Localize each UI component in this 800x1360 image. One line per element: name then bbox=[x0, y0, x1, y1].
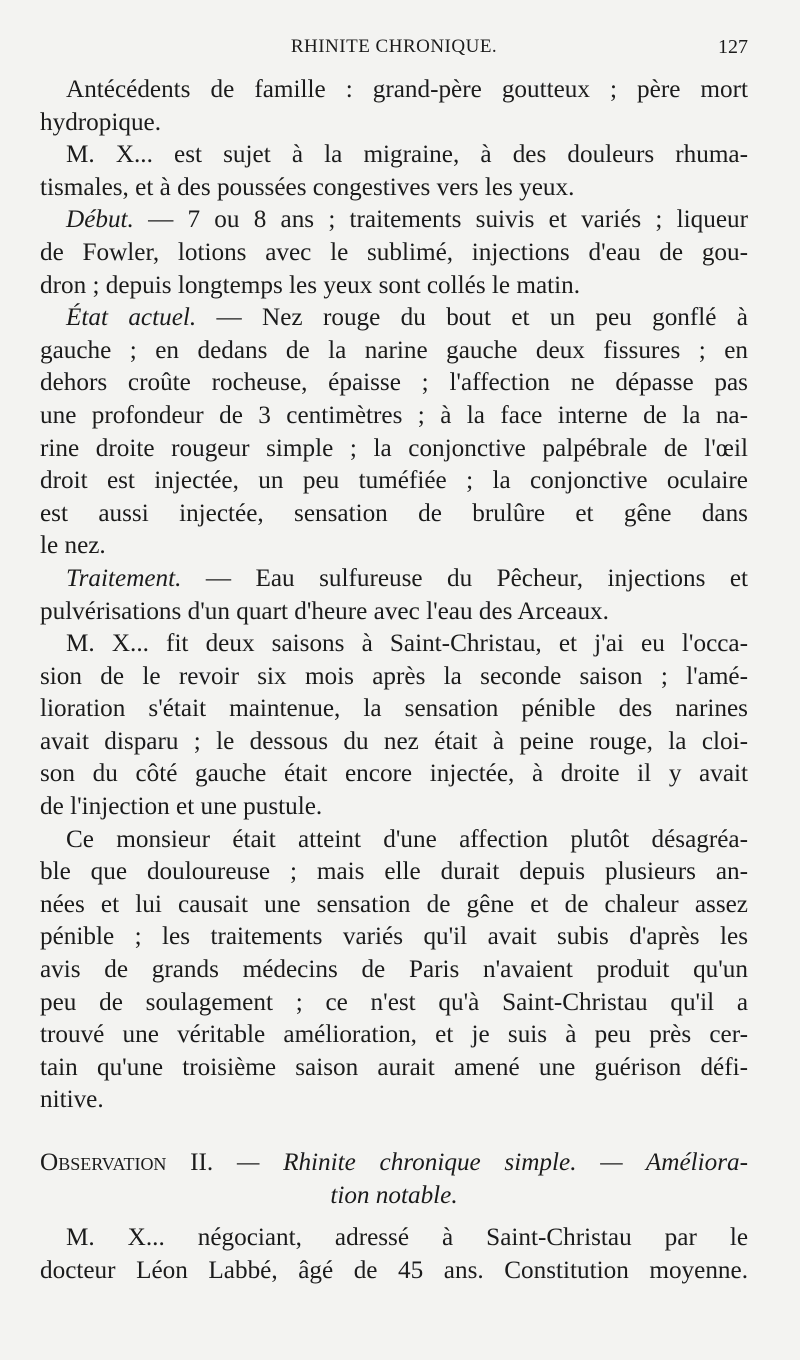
section-label-debut: Début. bbox=[66, 206, 134, 234]
text-line: M. X... négociant, adressé à Saint-Christau par le bbox=[66, 1224, 748, 1252]
body-text bbox=[40, 74, 748, 1287]
text-line: tain qu'une troisième saison aurait amené une guérison défi- bbox=[40, 1053, 748, 1081]
text-line: le nez. bbox=[40, 532, 106, 560]
running-title: RHINITE CHRONIQUE. bbox=[290, 36, 498, 57]
text-line: gauche ; en dedans de la narine gauche deux fissures ; en bbox=[40, 336, 748, 364]
section-label-etat-actuel: État actuel. bbox=[66, 304, 197, 332]
text-line: M. X... fit deux saisons à Saint-Christau, et j'ai eu l'occa- bbox=[66, 630, 748, 658]
text-line: — 7 ou 8 ans ; traitements suivis et variés ; liqueur bbox=[133, 206, 748, 234]
paragraph-current-state bbox=[40, 302, 748, 563]
observation-title: — Rhinite chronique simple. — Améliora- bbox=[213, 1149, 748, 1176]
text-line: ble que douloureuse ; mais elle durait depuis plusieurs an- bbox=[40, 858, 748, 886]
text-line: peu de soulagement ; ce n'est qu'à Saint-Christau qu'il a bbox=[40, 988, 748, 1016]
section-spacer bbox=[40, 1212, 748, 1222]
page-number: 127 bbox=[718, 36, 748, 58]
text-line: dron ; depuis longtemps les yeux sont collés le matin. bbox=[40, 271, 581, 299]
text-line: Ce monsieur était atteint d'une affection plutôt désagréa- bbox=[66, 825, 748, 853]
text-line: avis de grands médecins de Paris n'avaient produit qu'un bbox=[40, 956, 748, 984]
text-line: tismales, et à des poussées congestives vers les yeux. bbox=[40, 173, 575, 201]
section-spacer bbox=[40, 1117, 748, 1147]
text-line: rine droite rougeur simple ; la conjonctive palpébrale de l'œil bbox=[40, 434, 748, 462]
text-line: une profondeur de 3 centimètres ; à la face interne de la na- bbox=[40, 401, 748, 429]
text-line: docteur Léon Labbé, âgé de 45 ans. Constitution moyenne. bbox=[40, 1256, 748, 1284]
text-line: pénible ; les traitements variés qu'il avait subis d'après les bbox=[40, 923, 748, 951]
text-line: pulvérisations d'un quart d'heure avec l'eau des Arceaux. bbox=[40, 597, 609, 625]
text-line: lioration s'était maintenue, la sensation pénible des narines bbox=[40, 695, 748, 723]
text-line: Antécédents de famille : grand-père goutteux ; père mort bbox=[66, 76, 748, 103]
paragraph-family-history bbox=[40, 74, 748, 139]
paragraph-patient-intro bbox=[40, 1222, 748, 1287]
text-line: dehors croûte rocheuse, épaisse ; l'affection ne dépasse pas bbox=[40, 369, 748, 397]
text-line: est aussi injectée, sensation de brulûre et gêne dans bbox=[40, 499, 748, 527]
observation-label: Observation II. bbox=[40, 1149, 214, 1176]
section-label-traitement: Traitement. bbox=[66, 564, 182, 592]
text-line: de l'injection et une pustule. bbox=[40, 793, 323, 821]
text-line: nitive. bbox=[40, 1086, 104, 1114]
text-line: M. X... est sujet à la migraine, à des douleurs rhuma- bbox=[66, 141, 748, 169]
paragraph-symptoms bbox=[40, 139, 748, 204]
observation-heading bbox=[40, 1147, 748, 1212]
text-line: avait disparu ; le dessous du nez était à peine rouge, la cloi- bbox=[40, 727, 748, 755]
text-line: son du côté gauche était encore injectée, à droite il y avait bbox=[40, 760, 748, 788]
observation-title-continued: tion notable. bbox=[330, 1181, 458, 1209]
paragraph-treatment bbox=[40, 563, 748, 628]
paragraph-onset bbox=[40, 204, 748, 302]
text-line: — Nez rouge du bout et un peu gonflé à bbox=[196, 304, 748, 332]
page-header bbox=[40, 36, 748, 62]
paragraph-conclusion bbox=[40, 824, 748, 1117]
text-line: droit est injectée, un peu tuméfiée ; la conjonctive oculaire bbox=[40, 467, 748, 495]
text-line: — Eau sulfureuse du Pêcheur, injections et bbox=[181, 564, 748, 592]
text-line: de Fowler, lotions avec le sublimé, injections d'eau de gou- bbox=[40, 238, 748, 266]
text-line: sion de le revoir six mois après la seconde saison ; l'amé- bbox=[40, 662, 748, 690]
text-line: hydropique. bbox=[40, 108, 162, 136]
text-line: nées et lui causait une sensation de gêne et de chaleur assez bbox=[40, 890, 748, 918]
text-line: trouvé une véritable amélioration, et je suis à peu près cer- bbox=[40, 1021, 748, 1049]
paragraph-follow-up bbox=[40, 628, 748, 824]
